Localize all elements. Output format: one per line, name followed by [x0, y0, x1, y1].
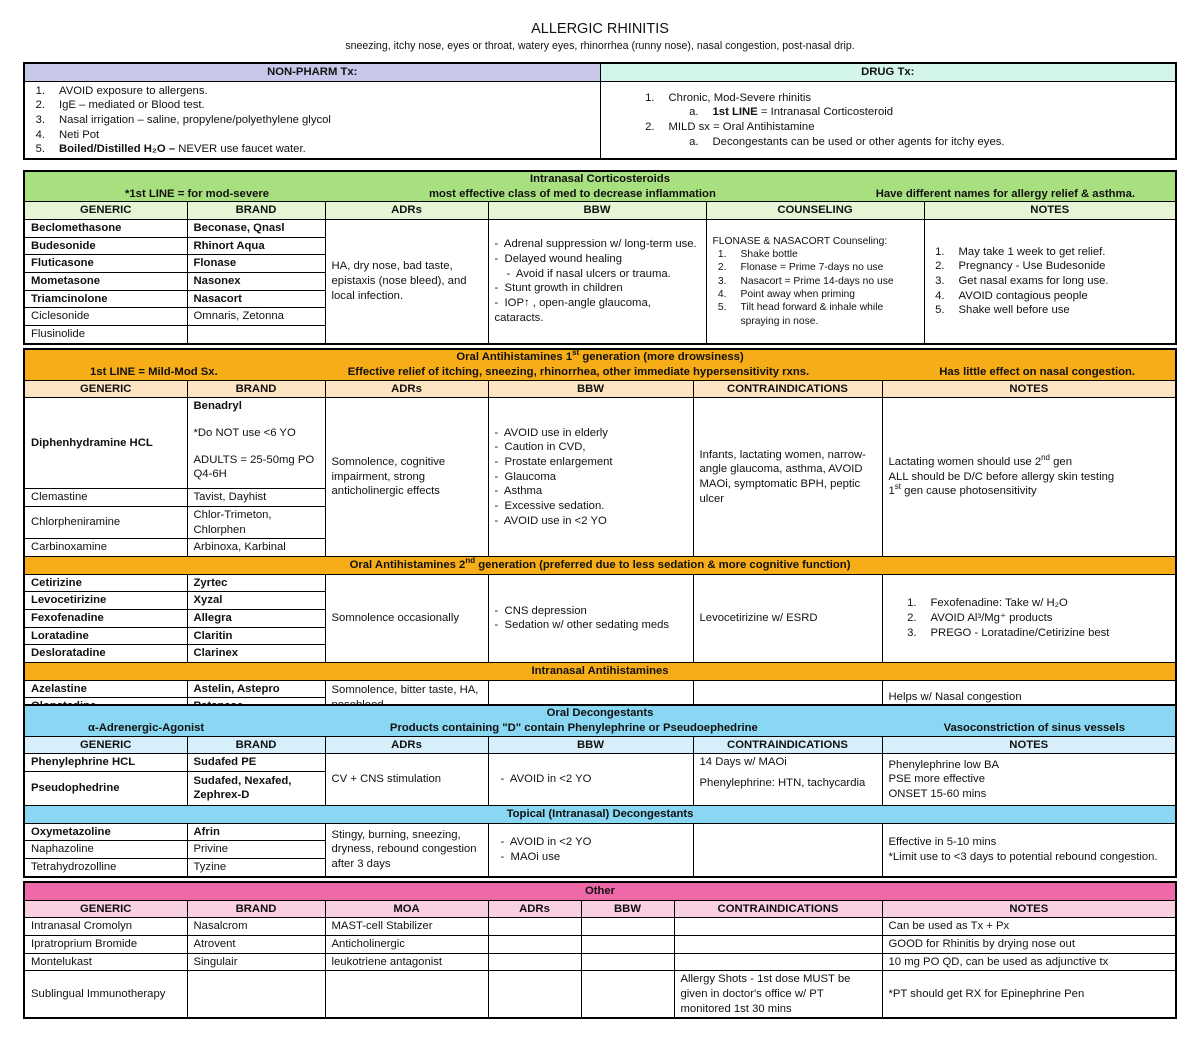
- generic-cell: Ipratroprium Bromide: [24, 936, 187, 954]
- brand-warning: *Do NOT use <6 YO: [193, 426, 296, 439]
- brand-dose: ADULTS = 25-50mg PO Q4-6H: [193, 453, 315, 481]
- contraindications-cell: [674, 936, 882, 954]
- contraindications-cell: Levocetirizine w/ ESRD: [693, 574, 882, 662]
- table-row: [24, 936, 1176, 954]
- brand-cell: Privine: [187, 841, 325, 859]
- bbw-cell: [581, 936, 674, 954]
- decongestant-note-1: α-Adrenergic-Agonist: [88, 721, 205, 734]
- col-counseling: COUNSELING: [706, 202, 924, 220]
- brand-cell: Rhinort Aqua: [187, 237, 325, 255]
- drug-tx-header: DRUG Tx:: [600, 63, 1176, 81]
- generic-cell: Montelukast: [24, 953, 187, 971]
- generic-cell: Oxymetazoline: [24, 823, 187, 841]
- adr-cell: CV + CNS stimulation: [325, 754, 488, 806]
- antihistamine-note-2: Effective relief of itching, sneezing, rhinorrhea, other immediate hypersensitivity rxns.: [347, 365, 810, 378]
- brand-cell: Omnaris, Zetonna: [187, 308, 325, 326]
- non-pharm-list: 1. AVOID exposure to allergens. 2. IgE – mediated or Blood test. 3. Nasal irrigation – saline, propylene/polyethylene glycol 4. Neti Pot 5. Boiled/Distilled H₂O – NEVER use faucet water.: [35, 84, 331, 156]
- counseling-title: FLONASE & NASACORT Counseling:: [712, 235, 888, 247]
- brand-cell: Singulair: [187, 953, 325, 971]
- brand-cell: Clarinex: [187, 645, 325, 663]
- col-bbw: BBW: [581, 900, 674, 918]
- adr-cell: HA, dry nose, bad taste, epistaxis (nose bleed), and local infection.: [325, 220, 488, 344]
- topical-decongestants-title: Topical (Intranasal) Decongestants: [24, 805, 1176, 823]
- bbw-list: - Adrenal suppression w/ long-term use. - Delayed wound healing - Avoid if nasal ulcers or trauma. - Stunt growth in children - IOP↑ , open-angle glaucoma, cataracts.: [495, 237, 700, 325]
- note-line: *Limit use to <3 days to potential rebound congestion.: [888, 850, 1158, 863]
- brand-cell: Patanase: [187, 698, 325, 716]
- generic-cell: Clemastine: [24, 489, 187, 507]
- brand-cell: [187, 326, 325, 344]
- brand-cell: Benadryl: [193, 400, 242, 413]
- contraindications-cell: [674, 918, 882, 936]
- adr-cell: Stingy, burning, sneezing, dryness, rebound congestion after 3 days: [325, 823, 488, 877]
- col-generic: GENERIC: [24, 900, 187, 918]
- corticosteroids-note-2: most effective class of med to decrease inflammation: [428, 187, 716, 200]
- adr-cell: Somnolence, cognitive impairment, strong anticholinergic effects: [325, 398, 488, 557]
- brand-cell: Arbinoxa, Karbinal: [187, 539, 325, 557]
- generic-cell: Carbinoxamine: [24, 539, 187, 557]
- col-notes: NOTES: [882, 736, 1176, 754]
- antihistamine-1st-title: Oral Antihistamines 1st generation (more drowsiness): [456, 349, 744, 364]
- adr-cell: [488, 971, 581, 1019]
- brand-cell: Zyrtec: [187, 574, 325, 592]
- bbw-cell: [581, 953, 674, 971]
- generic-cell: Ciclesonide: [24, 308, 187, 326]
- col-brand: BRAND: [187, 380, 325, 398]
- notes-cell: Can be used as Tx + Px: [882, 918, 1176, 936]
- generic-cell: Sublingual Immunotherapy: [24, 971, 187, 1019]
- therapy-overview-table: [23, 62, 1177, 160]
- brand-cell: Nasalcrom: [187, 918, 325, 936]
- antihistamine-2nd-title: Oral Antihistamines 2nd generation (preferred due to less sedation & more cognitive function): [24, 556, 1176, 574]
- antihistamines-table: [23, 348, 1177, 717]
- brand-cell: Beconase, Qnasl: [187, 220, 325, 238]
- generic-cell: Phenylephrine HCL: [24, 754, 187, 772]
- bbw-cell: [581, 971, 674, 1019]
- brand-cell: Sudafed, Nexafed, Zephrex-D: [187, 771, 325, 805]
- generic-cell: Chlorpheniramine: [24, 506, 187, 538]
- corticosteroids-title: Intranasal Corticosteroids: [530, 173, 670, 185]
- corticosteroids-note-3: Have different names for allergy relief & asthma.: [875, 187, 1135, 200]
- col-generic: GENERIC: [24, 380, 187, 398]
- brand-cell: [187, 971, 325, 1019]
- adr-cell: [488, 936, 581, 954]
- note-line: Lactating women should use 2nd gen: [888, 453, 1073, 468]
- note-line: Effective in 5-10 mins: [888, 835, 997, 848]
- adr-cell: Somnolence occasionally: [325, 574, 488, 662]
- bbw-list: - AVOID use in elderly - Caution in CVD, - Prostate enlargement - Glaucoma - Asthma - Excessive sedation. - AVOID use in <2 YO: [495, 426, 687, 529]
- generic-cell: Diphenhydramine HCL: [24, 398, 187, 489]
- oral-decongestants-title: Oral Decongestants: [546, 707, 654, 720]
- decongestants-table: [23, 704, 1177, 878]
- brand-cell: Sudafed PE: [187, 754, 325, 772]
- generic-cell: Mometasone: [24, 273, 187, 291]
- col-bbw: BBW: [488, 202, 706, 220]
- table-row: [24, 953, 1176, 971]
- table-row: [24, 918, 1176, 936]
- adr-cell: Somnolence, bitter taste, HA, nosebleed: [325, 680, 488, 716]
- moa-cell: MAST-cell Stabilizer: [325, 918, 488, 936]
- col-moa: MOA: [325, 900, 488, 918]
- other-table: [23, 881, 1177, 1019]
- generic-cell: Loratadine: [24, 627, 187, 645]
- corticosteroids-table: [23, 170, 1177, 345]
- notes-cell: Helps w/ Nasal congestion: [882, 680, 1176, 716]
- page-title: ALLERGIC RHINITIS: [531, 21, 669, 37]
- generic-cell: Cetirizine: [24, 574, 187, 592]
- brand-cell: Astelin, Astepro: [187, 680, 325, 698]
- drug-tx-list: 1. Chronic, Mod-Severe rhinitis a. 1st LINE = Intranasal Corticosteroid 2. MILD sx = Oral Antihistamine a. Decongestants can be used or other agents for itchy eyes.: [645, 91, 1005, 148]
- generic-cell: Desloratadine: [24, 645, 187, 663]
- contraindications-cell: Allergy Shots - 1st dose MUST be given in doctor's office w/ PT monitored 1st 30 mins: [674, 971, 882, 1019]
- note-line: ONSET 15-60 mins: [888, 787, 987, 800]
- adr-cell: [488, 918, 581, 936]
- col-brand: BRAND: [187, 202, 325, 220]
- generic-cell: Flusinolide: [24, 326, 187, 344]
- col-adrs: ADRs: [325, 202, 488, 220]
- brand-cell: Afrin: [187, 823, 325, 841]
- bbw-list: - AVOID in <2 YO - MAOi use: [501, 835, 687, 864]
- table-row: [24, 971, 1176, 1019]
- moa-cell: Anticholinergic: [325, 936, 488, 954]
- contraindications-cell: Infants, lactating women, narrow-angle glaucoma, asthma, AVOID MAOi, symptomatic BPH, peptic ulcer: [693, 398, 882, 557]
- antihistamine-note-3: Has little effect on nasal congestion.: [939, 365, 1136, 378]
- generic-cell: Levocetirizine: [24, 592, 187, 610]
- notes-list: 1. May take 1 week to get relief. 2. Pregnancy - Use Budesonide 3. Get nasal exams for long use. 4. AVOID contagious people 5. Shake well before use: [935, 245, 1109, 317]
- col-brand: BRAND: [187, 736, 325, 754]
- col-generic: GENERIC: [24, 736, 187, 754]
- generic-cell: Fexofenadine: [24, 609, 187, 627]
- brand-cell: Tyzine: [187, 858, 325, 876]
- counseling-list: 1. Shake bottle 2. Flonase = Prime 7-days no use 3. Nasacort = Prime 14-days no use 4. Point away when priming 5. Tilt head forward & inhale while spraying in nose.: [717, 248, 894, 327]
- notes-cell: 10 mg PO QD, can be used as adjunctive tx: [882, 953, 1176, 971]
- brand-cell: Flonase: [187, 255, 325, 273]
- contraindications-cell: [674, 953, 882, 971]
- col-notes: NOTES: [882, 380, 1176, 398]
- col-bbw: BBW: [488, 380, 693, 398]
- corticosteroids-note-1: *1st LINE = for mod-severe: [125, 187, 270, 200]
- col-contraindications: CONTRAINDICATIONS: [674, 900, 882, 918]
- brand-cell: Tavist, Dayhist: [187, 489, 325, 507]
- generic-cell: Naphazoline: [24, 841, 187, 859]
- col-bbw: BBW: [488, 736, 693, 754]
- moa-cell: [325, 971, 488, 1019]
- antihistamine-note-1: 1st LINE = Mild-Mod Sx.: [90, 365, 218, 378]
- bbw-cell: [581, 918, 674, 936]
- intranasal-antihistamines-title: Intranasal Antihistamines: [24, 662, 1176, 680]
- col-contraindications: CONTRAINDICATIONS: [693, 736, 882, 754]
- col-adrs: ADRs: [488, 900, 581, 918]
- contraindication-line: Phenylephrine: HTN, tachycardia: [699, 776, 866, 789]
- col-adrs: ADRs: [325, 736, 488, 754]
- col-notes: NOTES: [924, 202, 1176, 220]
- notes-list: 1. Fexofenadine: Take w/ H₂O 2. AVOID Al³/Mg⁺ products 3. PREGO - Loratadine/Cetirizine best: [907, 597, 1110, 639]
- brand-cell: Nasacort: [187, 290, 325, 308]
- brand-cell: Chlor-Trimeton, Chlorphen: [187, 506, 325, 538]
- page-subtitle: sneezing, itchy nose, eyes or throat, watery eyes, rhinorrhea (runny nose), nasal congestion, post-nasal drip.: [345, 40, 855, 52]
- note-line: PSE more effective: [888, 773, 985, 786]
- brand-cell: Claritin: [187, 627, 325, 645]
- generic-cell: Intranasal Cromolyn: [24, 918, 187, 936]
- moa-cell: leukotriene antagonist: [325, 953, 488, 971]
- note-line: 1st gen cause photosensitivity: [888, 482, 1037, 498]
- col-notes: NOTES: [882, 900, 1176, 918]
- generic-cell: Beclomethasone: [24, 220, 187, 238]
- generic-cell: Olopatadine: [24, 698, 187, 716]
- contraindications-cell: [693, 823, 882, 877]
- adr-cell: [488, 953, 581, 971]
- col-adrs: ADRs: [325, 380, 488, 398]
- generic-cell: Triamcinolone: [24, 290, 187, 308]
- col-contraindications: CONTRAINDICATIONS: [693, 380, 882, 398]
- brand-cell: Allegra: [187, 609, 325, 627]
- brand-cell: Atrovent: [187, 936, 325, 954]
- bbw-list: - CNS depression - Sedation w/ other sedating meds: [495, 604, 687, 633]
- brand-cell: Nasonex: [187, 273, 325, 291]
- other-title: Other: [24, 882, 1176, 900]
- generic-cell: Pseudophedrine: [24, 771, 187, 805]
- bbw-list: - AVOID in <2 YO: [501, 772, 687, 787]
- generic-cell: Tetrahydrozolline: [24, 858, 187, 876]
- note-line: ALL should be D/C before allergy skin testing: [888, 470, 1115, 483]
- generic-cell: Fluticasone: [24, 255, 187, 273]
- notes-cell: GOOD for Rhinitis by drying nose out: [882, 936, 1176, 954]
- brand-cell: Xyzal: [187, 592, 325, 610]
- contraindication-line: 14 Days w/ MAOi: [699, 756, 787, 769]
- note-line: Phenylephrine low BA: [888, 758, 1000, 771]
- decongestant-note-3: Vasoconstriction of sinus vessels: [943, 721, 1126, 734]
- decongestant-note-2: Products containing "D" contain Phenylephrine or Pseudoephedrine: [389, 721, 758, 734]
- col-generic: GENERIC: [24, 202, 187, 220]
- col-brand: BRAND: [187, 900, 325, 918]
- notes-cell: *PT should get RX for Epinephrine Pen: [882, 971, 1176, 1019]
- non-pharm-header: NON-PHARM Tx:: [24, 63, 600, 81]
- generic-cell: Azelastine: [24, 680, 187, 698]
- generic-cell: Budesonide: [24, 237, 187, 255]
